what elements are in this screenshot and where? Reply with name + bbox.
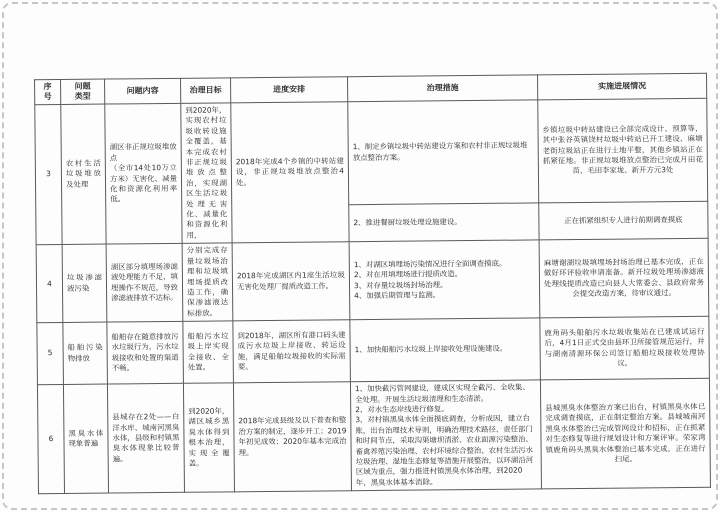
- row3-progress-2: 正在抓紧组织专人进行前期调查摸底: [539, 201, 708, 240]
- row4-problem-type: 垃圾渗滤液污染: [62, 244, 107, 322]
- row4-goal: 分别完成存量垃圾场治理和垃圾填埋场提质改造工作，确保渗滤液达标排放。: [182, 243, 233, 321]
- header-schedule: 进度安排: [231, 77, 348, 103]
- row3-measure-2: 2、推进餐厨垃圾处理设施建设。: [349, 202, 539, 242]
- row5-problem-content: 船舶存在随意排放污水垃圾行为，污水垃圾接收和处置的渠道不畅。: [107, 321, 184, 384]
- header-serial-number: 序 号: [35, 79, 61, 104]
- treatment-plan-table-wrap: [34, 73, 710, 495]
- row6-schedule: 2018年完成县级及以下普查和整治方案的制定，逐步开工；2019年初见成效；2020年基本完成治理。: [233, 382, 351, 492]
- row6-progress: 县城黑臭水体整治方案已出台，村镇黑臭水体已完成调查摸底，正在制定整治方案。县城城南河黑臭水体整治已完成管网设计和招标，正在抓紧对生态修复等进行规划设计和方案评审。荣家湾镇鹿角码头黑臭水体整治已基本完成，正在进行扫尾。: [540, 378, 710, 489]
- row5-schedule: 到2018年，湖区所有港口码头建成污水垃圾上岸接收、转运设施，满足船舶垃圾接收的实际需要。: [233, 320, 351, 383]
- row3-problem-content: 湖区非正规垃圾堆放点 （全市14处10万立方米）无害化、减量化和资源化利用率低。: [105, 103, 182, 244]
- table-row: [35, 98, 708, 207]
- row4-serial: 4: [36, 245, 63, 323]
- table-row: [37, 316, 710, 384]
- row6-problem-type: 黑臭水体现象普遍: [63, 384, 108, 493]
- header-implementation-progress: 实施进展情况: [538, 73, 707, 100]
- row3-problem-type: 农村生活垃圾堆放及处理: [61, 104, 106, 245]
- row4-progress: 麻塘谢湖垃圾填埋场封场治理已基本完成，正在做好环评验收申请准备。新开垃圾处理场渗滤液处理线提质改造已向县人大常委会、县政府常务会提交改造方案，待审议通过。: [539, 239, 709, 318]
- row4-problem-content: 湖区部分填埋场渗滤液处理能力不足，填埋操作不规范，导致渗滤液排放不达标。: [106, 244, 183, 323]
- row3-measure-1: 1、制定乡镇垃圾中转站建设方案和农村非正规垃圾堆放点整治方案。: [348, 100, 539, 204]
- table-row: [36, 239, 709, 323]
- row5-progress: 鹿角码头船舶污水垃圾收集站在已建成试运行后，4月1日正式交由县环卫所接管规范运行，并与湖南清源环保公司签订船舶垃圾接收处理协议。: [540, 316, 710, 380]
- row5-measures: 1、加快船舶污水垃圾上岸接收处理设施建设。: [350, 318, 541, 382]
- row5-problem-type: 船舶污染物排放: [63, 322, 108, 384]
- row3-serial: 3: [35, 104, 62, 245]
- header-problem-content: 问题内容: [105, 78, 181, 104]
- header-treatment-measures: 治理措施: [348, 75, 538, 102]
- row5-serial: 5: [37, 323, 64, 385]
- header-treatment-goal: 治理目标: [181, 78, 231, 103]
- treatment-plan-table: [34, 73, 711, 495]
- row6-goal: 到2020年，湖区城乡黑臭水体得到根本治理，实现全覆盖。: [183, 383, 234, 493]
- header-problem-type: 问题 类型: [61, 79, 105, 104]
- row3-progress-1: 乡镇垃圾中转站建设已全部完成设计、预算等，其中张谷英镇饶村垃圾中转站已开工建设、麻塘老街垃圾站正在进行土地平整，其他乡镇站正在抓紧征地。非正规垃圾堆放点整治已完成月田花苗、毛田李家垅、新开方元3处: [538, 98, 708, 202]
- row3-goal: 到2020年，实现农村垃圾收转设施全覆盖，基本完成农村非正规垃圾堆放点整治，实现湖区生活垃圾处理无害化、减量化和资源化利用，: [181, 103, 232, 244]
- row5-goal: 船舶污水垃圾上岸实现全接收、全处置。: [183, 321, 234, 383]
- row4-schedule: 2018年完成湖区内1座生活垃圾无害化处理厂提质改造工作。: [232, 242, 350, 321]
- table-row: [37, 378, 710, 494]
- row6-serial: 6: [37, 385, 64, 494]
- row4-measures: 1、对湖区填埋场污染情况进行全面调查摸底。 2、对在用填埋场进行提质改造。 3、对存量垃圾场封场治理。 4、加强后期管理与监测。: [349, 240, 540, 320]
- row6-problem-content: 县城存在2处——白洋水库、城南河黑臭水体，县级和村镇黑臭水体现象比较普遍。: [107, 383, 184, 493]
- row6-measures: 1、加快截污管网建设，建成区实现全截污、全收集、全处理。开展生活垃圾清理和生态清淤。 2、对水生态岸线进行修复。 3、对村镇黑臭水体全面摸底调查，分析成因，建立台账，出台治理技术导则，明确治理技术路径、责任部门和时间节点，采取沟渠塘坝清淤、农业面源污染整治、畜禽养殖污染治理、农村环境综合整治、农村生活污水垃圾治理、湿地生态修复等措施开展整治，以环湖沿河区域为重点，强力推进村镇黑臭水体治理，到2020年，黑臭水体基本消除。: [350, 380, 541, 491]
- row3-schedule: 2018年完成4个乡镇的中转站建设，非正规垃圾堆放点整治4处。: [231, 102, 349, 243]
